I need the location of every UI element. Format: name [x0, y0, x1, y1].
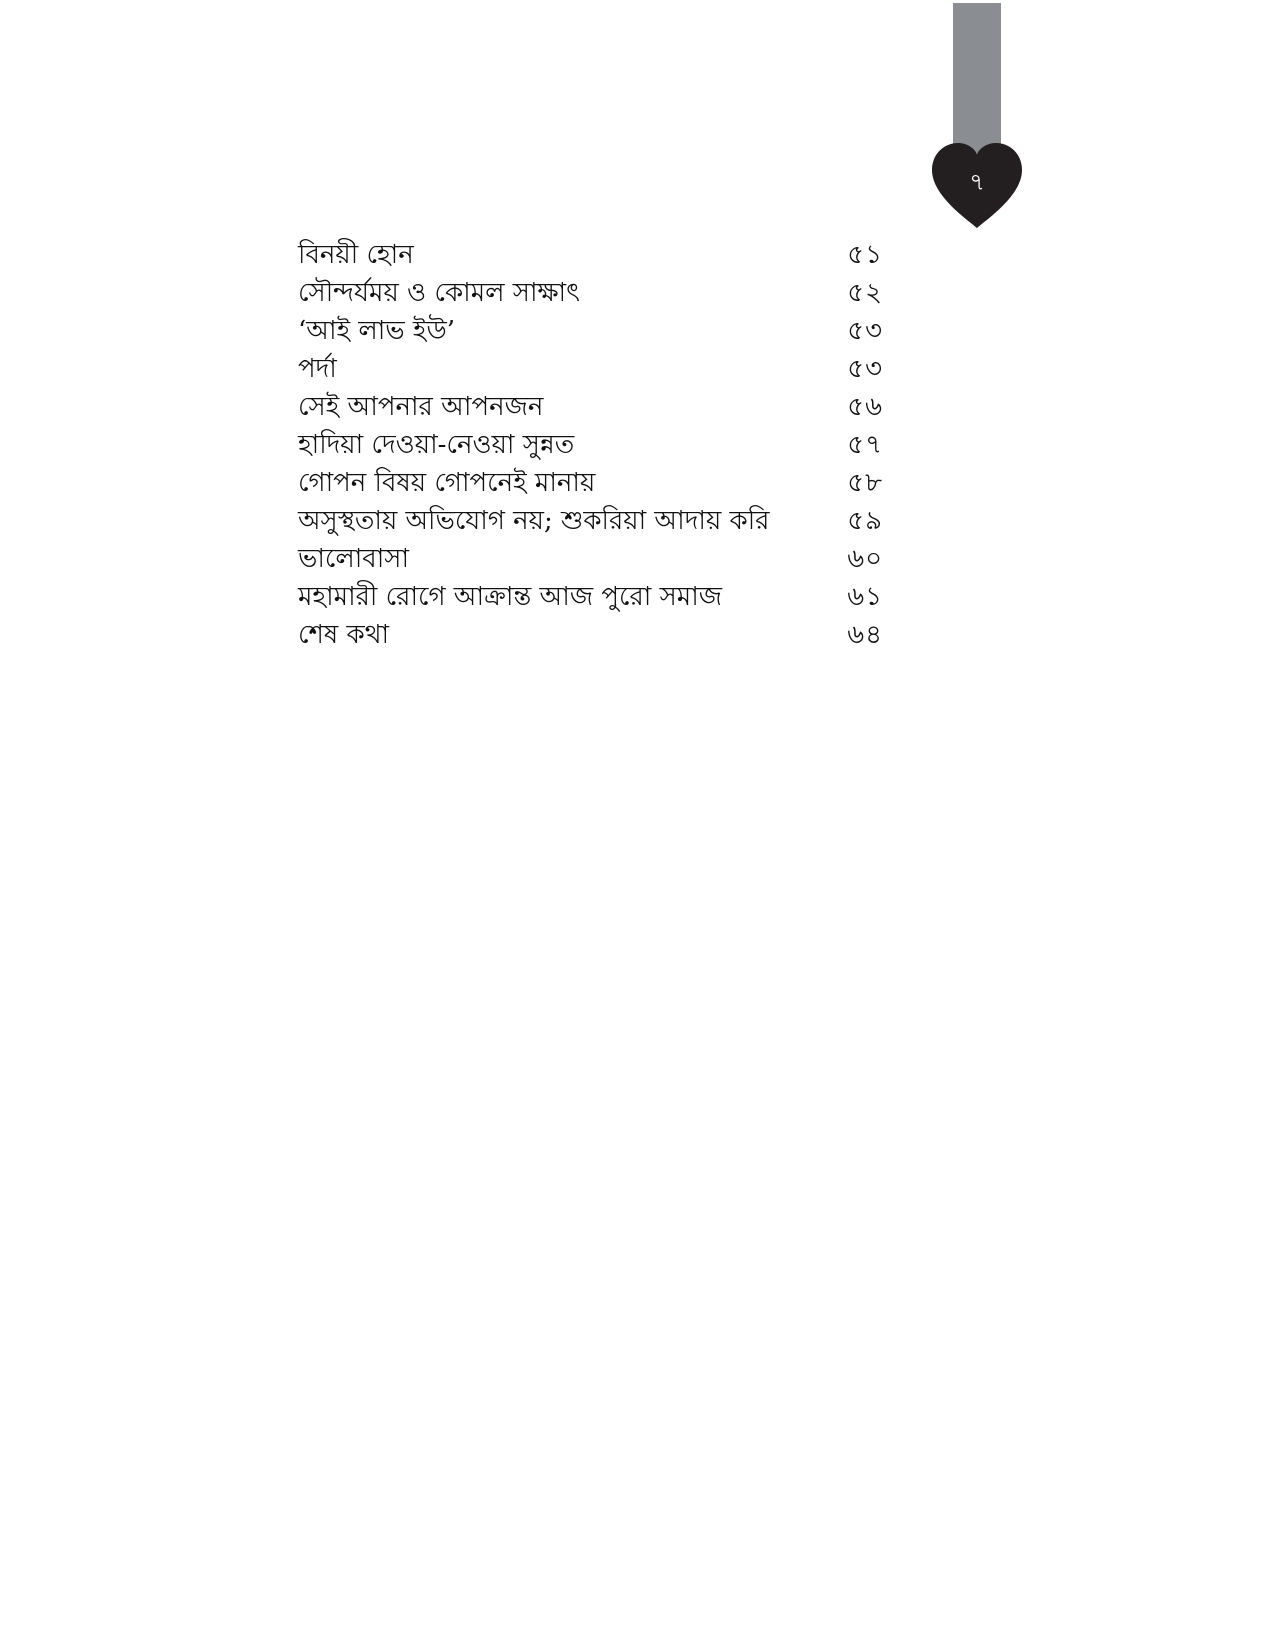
toc-entry[interactable] — [298, 502, 883, 540]
toc-entry[interactable] — [298, 540, 883, 578]
toc-entry-title: গোপন বিষয় গোপনেই মানায় — [298, 468, 596, 498]
toc-entry-title: বিনয়ী হোন — [298, 240, 414, 270]
toc-entry-title: হাদিয়া দেওয়া-নেওয়া সুন্নত — [298, 430, 575, 460]
toc-entry-page: ৬১ — [847, 582, 883, 612]
toc-entry-title: ভালোবাসা — [298, 544, 409, 574]
table-of-contents — [298, 236, 883, 654]
toc-entry[interactable] — [298, 426, 883, 464]
toc-entry-page: ৫৩ — [847, 354, 883, 384]
toc-entry[interactable] — [298, 578, 883, 616]
toc-entry[interactable] — [298, 350, 883, 388]
toc-entry[interactable] — [298, 388, 883, 426]
toc-entry-title: ‘আই লাভ ইউ’ — [298, 316, 455, 346]
bookmark-ribbon — [930, 0, 1030, 235]
toc-entry-page: ৫৬ — [847, 392, 883, 422]
toc-entry-page: ৫৮ — [847, 468, 883, 498]
toc-entry-page: ৫২ — [847, 278, 883, 308]
toc-entry-title: পর্দা — [298, 354, 337, 384]
toc-entry-page: ৬০ — [847, 544, 883, 574]
toc-entry[interactable] — [298, 236, 883, 274]
toc-entry[interactable] — [298, 274, 883, 312]
toc-entry-title: মহামারী রোগে আক্রান্ত আজ পুরো সমাজ — [298, 582, 723, 612]
toc-entry[interactable] — [298, 464, 883, 502]
toc-entry-page: ৫৯ — [847, 506, 883, 536]
toc-entry[interactable] — [298, 312, 883, 350]
toc-entry[interactable] — [298, 616, 883, 654]
toc-entry-page: ৫৩ — [847, 316, 883, 346]
toc-entry-page: ৫১ — [847, 240, 883, 270]
toc-entry-title: সেই আপনার আপনজন — [298, 392, 544, 422]
ribbon-strip — [953, 3, 1001, 153]
toc-entry-page: ৬৪ — [847, 620, 883, 650]
toc-entry-title: শেষ কথা — [298, 620, 390, 650]
toc-entry-title: অসুস্থতায় অভিযোগ নয়; শুকরিয়া আদায় করি — [298, 506, 770, 536]
toc-entry-title: সৌন্দর্যময় ও কোমল সাক্ষাৎ — [298, 278, 580, 308]
toc-entry-page: ৫৭ — [847, 430, 883, 460]
page-number: ৭ — [969, 168, 985, 196]
